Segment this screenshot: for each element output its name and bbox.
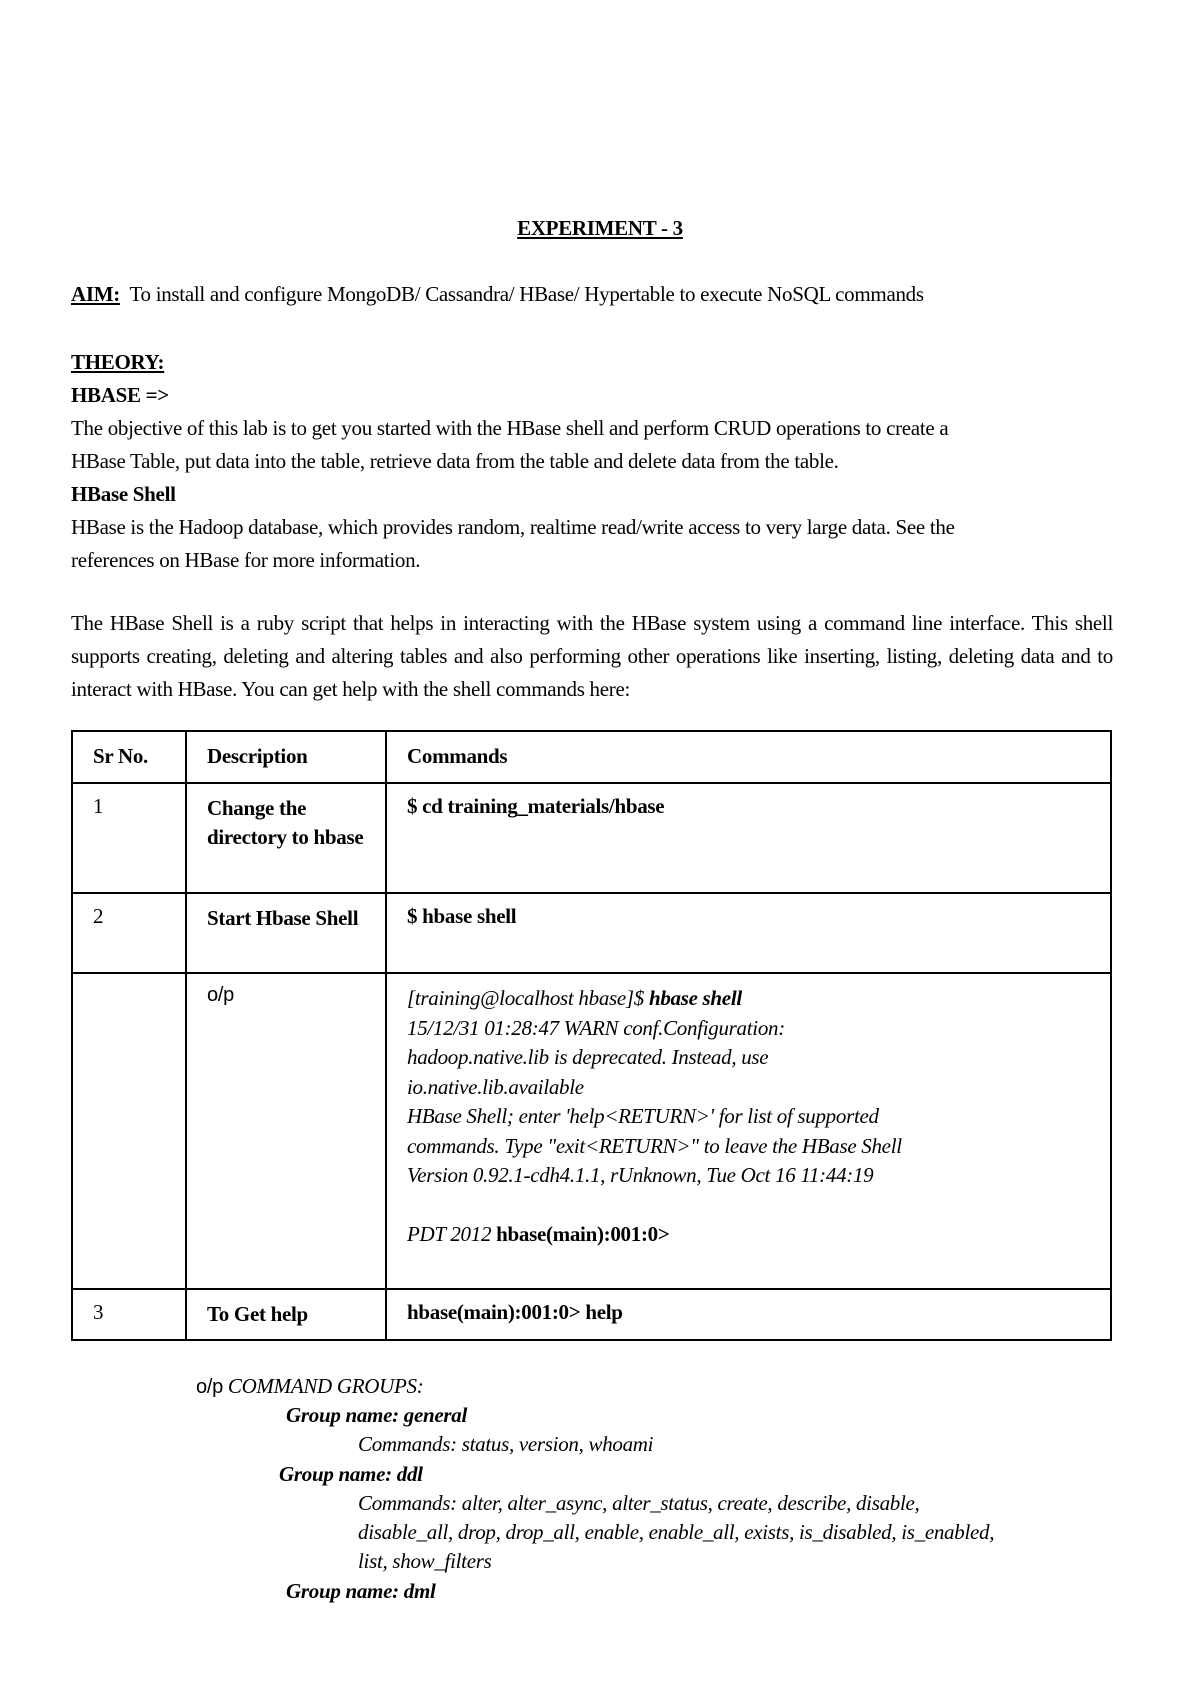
table-row <box>72 893 1111 973</box>
group-general-cmds: Commands: status, version, whoami <box>358 1432 654 1456</box>
row-description: o/p <box>186 973 386 1289</box>
row-description: Start Hbase Shell <box>186 893 386 973</box>
row-sr: 3 <box>72 1289 186 1340</box>
intro-line-1: The objective of this lab is to get you started with the HBase shell and perform CRUD operations to create a <box>71 416 949 440</box>
output-line: io.native.lib.available <box>407 1074 584 1099</box>
row-description: Change the directory to hbase <box>186 783 386 893</box>
row-description: To Get help <box>186 1289 386 1340</box>
groups-heading: COMMAND GROUPS: <box>227 1374 424 1398</box>
output-line: commands. Type "exit<RETURN>" to leave the HBase Shell <box>407 1133 902 1158</box>
hadoop-line-1: HBase is the Hadoop database, which provides random, realtime read/write access to very large data. See the <box>71 515 955 539</box>
row-command: $ hbase shell <box>386 893 1111 973</box>
aim-line <box>71 282 924 307</box>
row-sr: 2 <box>72 893 186 973</box>
aim-text: To install and configure MongoDB/ Cassandra/ HBase/ Hypertable to execute NoSQL commands <box>129 282 924 306</box>
table-header-row <box>72 731 1111 783</box>
row-command: hbase(main):001:0> help <box>386 1289 1111 1340</box>
row-sr: 1 <box>72 783 186 893</box>
shell-heading: HBase Shell <box>71 482 176 506</box>
commands-table <box>71 730 1112 1341</box>
groups-heading-line <box>196 1374 423 1399</box>
output-last-italic: PDT 2012 <box>407 1221 492 1246</box>
group-ddl-cmds-2: disable_all, drop, drop_all, enable, enable_all, exists, is_disabled, is_enabled, <box>358 1520 995 1544</box>
group-ddl-cmds-3: list, show_filters <box>358 1549 492 1573</box>
table-row <box>72 783 1111 893</box>
theory-heading: THEORY: <box>71 350 165 374</box>
aim-label: AIM: <box>71 282 120 306</box>
output-line: 15/12/31 01:28:47 WARN conf.Configuration: <box>407 1015 785 1040</box>
op-label: o/p <box>196 1376 223 1398</box>
hbase-heading: HBASE => <box>71 383 169 407</box>
hadoop-line-2: references on HBase for more information. <box>71 548 421 572</box>
header-description: Description <box>186 731 386 783</box>
table-row <box>72 1289 1111 1340</box>
theory-section <box>71 346 1113 706</box>
table-row-output <box>72 973 1111 1289</box>
group-ddl-name: Group name: ddl <box>279 1462 423 1486</box>
shell-paragraph: The HBase Shell is a ruby script that helps in interacting with the HBase system using a command line interface. This shell supports creating, deleting and altering tables and also performing other operations like inserting, listing, deleting data and to interact with HBase. You can get help with the shell commands here: <box>71 611 1113 701</box>
group-ddl-cmds-1: Commands: alter, alter_async, alter_status, create, describe, disable, <box>358 1491 920 1515</box>
output-line: hadoop.native.lib is deprecated. Instead, use <box>407 1045 769 1069</box>
header-commands: Commands <box>386 731 1111 783</box>
page-title: EXPERIMENT - 3 <box>517 216 683 240</box>
row-sr <box>72 973 186 1289</box>
output-line: HBase Shell; enter 'help<RETURN>' for list of supported <box>407 1104 879 1128</box>
output-last-prompt: hbase(main):001:0> <box>496 1221 670 1246</box>
intro-line-2: HBase Table, put data into the table, retrieve data from the table and delete data from the table. <box>71 449 839 473</box>
row-command: $ cd training_materials/hbase <box>386 783 1111 893</box>
output-line: Version 0.92.1-cdh4.1.1, rUnknown, Tue Oct 16 11:44:19 <box>407 1163 874 1187</box>
output-prompt: [training@localhost hbase]$ <box>407 986 644 1010</box>
header-sr: Sr No. <box>72 731 186 783</box>
shell-output <box>386 973 1111 1289</box>
group-dml-name: Group name: dml <box>286 1579 436 1603</box>
group-general-name: Group name: general <box>286 1403 467 1427</box>
output-prompt-cmd: hbase shell <box>648 986 742 1010</box>
